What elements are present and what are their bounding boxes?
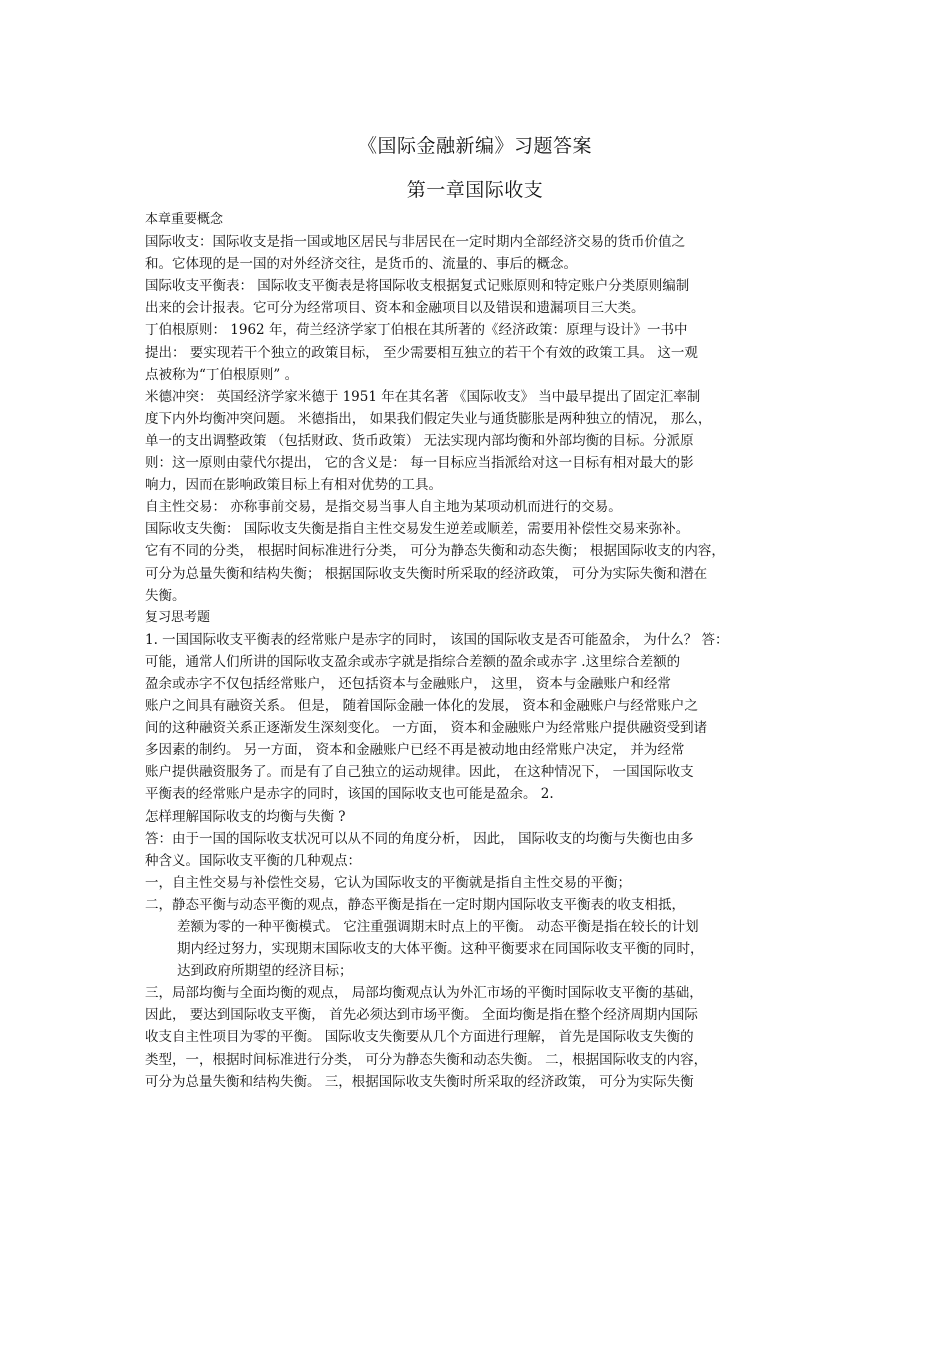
text-line: 多因素的制约。 另一方面， 资本和金融账户已经不再是被动地由经常账户决定， 并为经常 <box>145 742 685 759</box>
text-line: 国际收支：国际收支是指一国或地区居民与非居民在一定时期内全部经济交易的货币价值之 <box>145 234 685 251</box>
text-line: 种含义。国际收支平衡的几种观点： <box>145 852 361 869</box>
text-line: 类型，一，根据时间标准进行分类， 可分为静态失衡和动态失衡。 二，根据国际收支的内容， <box>145 1051 708 1068</box>
text-line: 因此， 要达到国际收支平衡， 首先必须达到市场平衡。 全面均衡是指在整个经济周期内国际 <box>145 1007 698 1024</box>
text-line: 答：由于一国的国际收支状况可以从不同的角度分析， 因此， 国际收支的均衡与失衡也由多 <box>145 830 694 847</box>
text-line: 账户之间具有融资关系。 但是， 随着国际金融一体化的发展， 资本和金融账户与经常账户之 <box>145 698 698 715</box>
chapter-title: 第一章国际收支 <box>406 179 544 201</box>
document-title: 《国际金融新编》习题答案 <box>357 135 592 157</box>
text-line: 国际收支平衡表： 国际收支平衡表是将国际收支根据复式记账原则和特定账户分类原则编制 <box>145 278 690 295</box>
text-line: 一，自主性交易与补偿性交易，它认为国际收支的平衡就是指自主性交易的平衡； <box>145 874 631 891</box>
text-line: 账户提供融资服务了。而是有了自己独立的运动规律。因此， 在这种情况下， 一国国际收支 <box>145 764 694 781</box>
text-line: 间的这种融资关系正逐渐发生深刻变化。 一方面， 资本和金融账户为经常账户提供融资受到诸 <box>145 720 708 737</box>
text-line: 国际收支失衡： 国际收支失衡是指自主性交易发生逆差或顺差，需要用补偿性交易来弥补。 <box>145 521 690 538</box>
section-heading: 本章重要概念 <box>145 212 224 227</box>
text-line: 达到政府所期望的经济目标； <box>177 963 353 980</box>
text-line: 响力，因而在影响政策目标上有相对优势的工具。 <box>145 477 442 494</box>
section-heading: 复习思考题 <box>145 609 211 625</box>
text-line: 平衡表的经常账户是赤字的同时，该国的国际收支也可能是盈余。 2. <box>145 786 554 803</box>
text-line: 单一的支出调整政策 （包括财政、货币政策） 无法实现内部均衡和外部均衡的目标。分派原 <box>145 432 694 449</box>
text-line: 出来的会计报表。它可分为经常项目、资本和金融项目以及错误和遗漏项目三大类。 <box>145 300 645 317</box>
text-line: 丁伯根原则： 1962 年，荷兰经济学家丁伯根在其所著的《经济政策：原理与设计》一书中 <box>145 322 688 339</box>
text-line: 可分为总量失衡和结构失衡； 根据国际收支失衡时所采取的经济政策， 可分为实际失衡和潜在 <box>145 565 708 582</box>
text-line: 可分为总量失衡和结构失衡。 三，根据国际收支失衡时所采取的经济政策， 可分为实际失衡 <box>145 1073 694 1090</box>
text-line: 可能，通常人们所讲的国际收支盈余或赤字就是指综合差额的盈余或赤字 .这里综合差额的 <box>145 653 681 670</box>
text-line: 则：这一原则由蒙代尔提出， 它的含义是： 每一目标应当指派给对这一目标有相对最大的影 <box>145 455 694 472</box>
text-line: 二，静态平衡与动态平衡的观点，静态平衡是指在一定时期内国际收支平衡表的收支相抵， <box>145 896 685 913</box>
text-line: 和。它体现的是一国的对外经济交往，是货币的、流量的、事后的概念。 <box>145 256 577 273</box>
text-line: 1. 一国国际收支平衡表的经常账户是赤字的同时， 该国的国际收支是否可能盈余， 为什么？ 答： <box>145 631 729 648</box>
document-body <box>145 209 805 1093</box>
text-line: 点被称为“丁伯根原则” 。 <box>145 366 299 383</box>
text-line: 期内经过努力，实现期末国际收支的大体平衡。这种平衡要求在同国际收支平衡的同时， <box>177 941 704 958</box>
text-line: 怎样理解国际收支的均衡与失衡 ? <box>145 808 346 825</box>
text-line: 米德冲突： 英国经济学家米德于 1951 年在其名著 《国际收支》 当中最早提出了固定汇率制 <box>145 388 701 405</box>
text-line: 自主性交易： 亦称事前交易，是指交易当事人自主地为某项动机而进行的交易。 <box>145 499 622 516</box>
text-line: 三，局部均衡与全面均衡的观点， 局部均衡观点认为外汇市场的平衡时国际收支平衡的基础， <box>145 985 703 1002</box>
text-line: 失衡。 <box>145 587 186 604</box>
text-line: 度下内外均衡冲突问题。 米德指出， 如果我们假定失业与通货膨胀是两种独立的情况， 那么， <box>145 410 712 427</box>
text-line: 收支自主性项目为零的平衡。 国际收支失衡要从几个方面进行理解， 首先是国际收支失衡的 <box>145 1029 694 1046</box>
text-line: 提出： 要实现若干个独立的政策目标， 至少需要相互独立的若干个有效的政策工具。 这一观 <box>145 344 698 361</box>
text-line: 差额为零的一种平衡模式。 它注重强调期末时点上的平衡。 动态平衡是指在较长的计划 <box>177 919 699 935</box>
text-line: 盈余或赤字不仅包括经常账户， 还包括资本与金融账户， 这里， 资本与金融账户和经常 <box>145 675 671 692</box>
text-line: 它有不同的分类， 根据时间标准进行分类， 可分为静态失衡和动态失衡； 根据国际收支的内容， <box>145 543 725 560</box>
